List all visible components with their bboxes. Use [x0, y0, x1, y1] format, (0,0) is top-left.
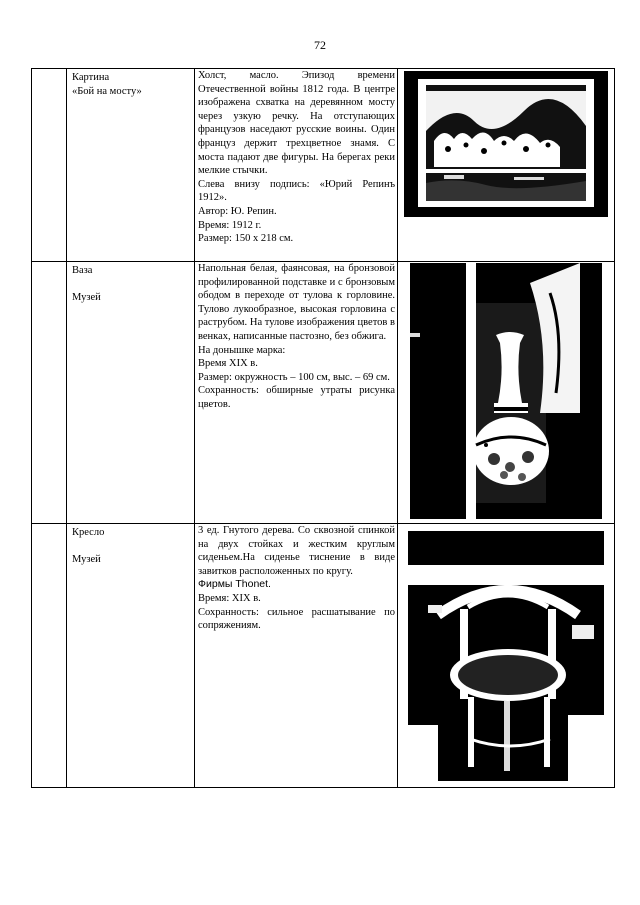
name-cell: [67, 524, 195, 788]
table-row: [32, 262, 615, 524]
painting-photo-icon: [404, 71, 608, 217]
photo-cell: [398, 524, 615, 788]
item-description: Холст, масло. Эпизод времени Отечественной войны 1812 года. В центре изображена схватка на деревянном мосту через узкую речку. На отступающих французов наседают русские воины. Один француз держит трехцветное знамя. С моста падают две фигуры. На берегах реки мелкие стычки.: [198, 70, 395, 177]
item-location: Музей: [72, 291, 101, 303]
item-location: Музей: [72, 553, 101, 565]
item-description: 3 ед. Гнутого дерева. Со сквозной спинкой на двух стойках и жестким круглым сиденьем.На сиденье тиснение в виде завитков расположенных по кругу.: [198, 525, 395, 577]
item-size: Размер: окружность – 100 см, выс. – 69 см.: [198, 371, 390, 383]
description-cell: [195, 524, 398, 788]
item-mark: На донышке марка:: [198, 344, 286, 356]
chair-photo-icon: [408, 525, 604, 781]
item-time: Время: XIX в.: [198, 592, 261, 604]
item-title: «Бой на мосту»: [72, 85, 142, 97]
name-cell: [67, 262, 195, 524]
index-cell: [32, 524, 67, 788]
item-time: Время XIX в.: [198, 358, 258, 370]
item-signature: Слева внизу подпись: «Юрий Репинъ 1912».: [198, 178, 395, 204]
index-cell: [32, 262, 67, 524]
item-maker: Фирмы Thonet.: [198, 578, 271, 591]
item-name: Картина: [72, 72, 110, 83]
inventory-table: [31, 68, 615, 788]
item-time: Время: 1912 г.: [198, 219, 262, 231]
photo-cell: [398, 69, 615, 262]
table-row: [32, 69, 615, 262]
item-description: Напольная белая, фаянсовая, на бронзовой профилированной подставке и с бронзовым ободом в переходе от тулова к горловине. Тулово лукообразное, высокая горловина с раструбом. На тулове изображения цветов в венках, написанные пастозно, без обжига.: [198, 263, 395, 342]
description-cell: [195, 262, 398, 524]
vase-photo-icon: [410, 263, 602, 519]
table-row: [32, 524, 615, 788]
index-cell: [32, 69, 67, 262]
description-cell: [195, 69, 398, 262]
item-size: Размер: 150 х 218 см.: [198, 233, 294, 245]
item-name: Ваза: [72, 265, 93, 276]
photo-cell: [398, 262, 615, 524]
item-name: Кресло: [72, 527, 105, 538]
item-condition: Сохранность: сильное расшатывание по сопряжениям.: [198, 606, 395, 632]
page-number: 72: [314, 38, 326, 52]
name-cell: [67, 69, 195, 262]
item-condition: Сохранность: обширные утраты рисунка цветов.: [198, 385, 395, 410]
item-author: Автор: Ю. Репин.: [198, 205, 277, 217]
